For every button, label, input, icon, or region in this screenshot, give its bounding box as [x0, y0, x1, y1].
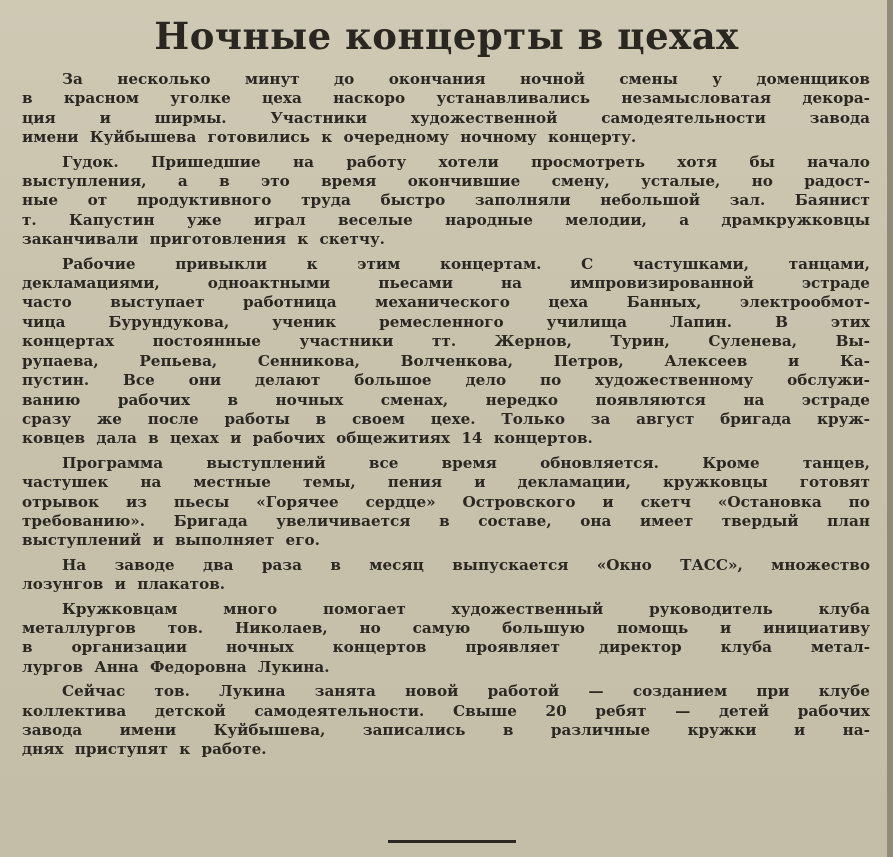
- text-line: металлургов тов. Николаев, но самую большую помощь и инициативу: [22, 618, 870, 637]
- text-line: Рабочие привыкли к этим концертам. С частушками, танцами,: [62, 254, 870, 273]
- text-line: коллектива детской самодеятельности. Свыше 20 ребят — детей рабочих: [22, 701, 870, 720]
- article-title: Ночные концерты в цехах: [154, 14, 739, 58]
- text-line: в красном уголке цеха наскоро устанавливались незамысловатая декора-: [22, 89, 870, 108]
- article-paragraph: [22, 600, 870, 678]
- text-line: частушек на местные темы, пения и декламации, кружковцы готовят: [22, 473, 870, 492]
- text-line: сразу же после работы в своем цехе. Только за август бригада круж-: [22, 409, 870, 428]
- text-line: выступлений и выполняет его.: [22, 531, 320, 550]
- text-line: завода имени Куйбышева, записались в различные кружки и на-: [22, 721, 870, 739]
- text-line: в организации ночных концертов проявляет директор клуба метал-: [22, 638, 870, 657]
- text-line: т. Капустин уже играл веселые народные мелодии, а драмкружковцы: [22, 210, 870, 229]
- article-paragraph: [22, 70, 870, 148]
- text-line: Сейчас тов. Лукина занята новой работой — созданием при клубе: [62, 682, 870, 701]
- text-line: отрывок из пьесы «Горячее сердце» Островского и скетч «Остановка по: [22, 492, 870, 511]
- article-paragraph: [22, 556, 870, 595]
- closing-rule: [388, 840, 516, 843]
- article-body: [22, 70, 870, 765]
- text-line: пустин. Все они делают большое дело по художественному обслужи-: [22, 371, 870, 390]
- text-line: Кружковцам много помогает художественный руководитель клуба: [62, 599, 870, 618]
- text-line: На заводе два раза в месяц выпускается «Окно ТАСС», множество: [62, 555, 870, 574]
- text-line: ванию рабочих в ночных сменах, нередко появляются на эстраде: [22, 390, 870, 409]
- text-line: Программа выступлений все время обновляется. Кроме танцев,: [62, 453, 870, 472]
- text-line: имени Куйбышева готовились к очередному ночному концерту.: [22, 128, 637, 147]
- text-line: ция и ширмы. Участники художественной самодеятельности завода: [22, 108, 870, 127]
- article-paragraph: [22, 682, 870, 760]
- text-line: заканчивали приготовления к скетчу.: [22, 230, 385, 249]
- text-line: ковцев дала в цехах и рабочих общежитиях 14 концертов.: [22, 429, 593, 448]
- article-paragraph: [22, 255, 870, 449]
- article-paragraph: [22, 153, 870, 250]
- text-line: За несколько минут до окончания ночной смены у доменщиков: [62, 70, 870, 88]
- text-line: лургов Анна Федоровна Лукина.: [22, 657, 330, 676]
- text-line: часто выступает работница механического цеха Банных, электрообмот-: [22, 293, 870, 312]
- text-line: чица Бурундукова, ученик ремесленного училища Лапин. В этих: [22, 312, 870, 331]
- text-line: Гудок. Пришедшие на работу хотели просмотреть хотя бы начало: [62, 152, 870, 171]
- text-line: ные от продуктивного труда быстро заполняли небольшой зал. Баянист: [22, 191, 870, 210]
- page-edge: [887, 0, 893, 857]
- text-line: лозунгов и плакатов.: [22, 575, 226, 594]
- text-line: концертах постоянные участники тт. Жернов, Турин, Суленева, Вы-: [22, 332, 870, 351]
- text-line: рупаева, Репьева, Сенникова, Волченкова, Петров, Алексеев и Ка-: [22, 351, 870, 370]
- text-line: требованию». Бригада увеличивается в составе, она имеет твердый план: [22, 511, 870, 530]
- text-line: декламациями, одноактными пьесами на импровизированной эстраде: [22, 274, 870, 293]
- text-line: днях приступят к работе.: [22, 740, 267, 759]
- article-paragraph: [22, 454, 870, 551]
- text-line: выступления, а в это время окончившие смену, усталые, но радост-: [22, 172, 870, 191]
